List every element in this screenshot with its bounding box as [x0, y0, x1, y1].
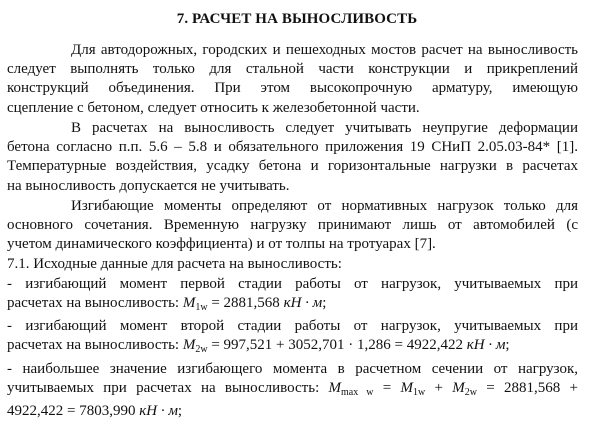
formula-variable: M: [400, 380, 413, 397]
formula-operator: +: [425, 380, 453, 397]
formula-label: расчетах на выносливость:: [7, 337, 183, 354]
formula-subscript: 2w: [464, 387, 477, 399]
formula-value: 4922,422 = 7803,990: [7, 403, 140, 420]
list-item-moment-stage-1: [7, 275, 578, 317]
formula-variable: M: [328, 380, 342, 397]
formula-unit: кН · м: [466, 337, 506, 354]
formula-value: = 2881,568 +: [476, 380, 578, 397]
formula-unit: кН · м: [283, 295, 323, 312]
paragraph-fatigue-scope: [7, 41, 578, 118]
formula-subscript: max w: [341, 387, 374, 399]
formula-tail: ;: [322, 295, 327, 312]
formula-subscript: 1w: [195, 302, 208, 314]
formula-operator: =: [373, 380, 401, 397]
formula-value: = 2881,568: [207, 295, 284, 312]
list-item-moment-stage-2: [7, 317, 578, 359]
text-line: учетом динамического коэффициента) и от толпы на тротуарах [7].: [7, 236, 436, 253]
formula-line: [7, 294, 578, 317]
paragraph-deformations: [7, 119, 578, 196]
text-line: основного сочетания. Временную нагрузку принимают лишь от автомобилей (с: [7, 217, 578, 234]
text-line: Температурные воздействия, усадку бетона и горизонтальные нагрузки в расчетах: [7, 158, 578, 175]
subsection-heading: [7, 255, 578, 274]
text-line: Изгибающие моменты определяют от нормативных нагрузок только для: [71, 198, 578, 214]
formula-subscript: 1w: [413, 387, 426, 399]
formula-variable: M: [452, 380, 465, 397]
formula-label: расчетах на выносливость:: [7, 295, 183, 312]
formula-tail: ;: [505, 337, 510, 354]
formula-variable: M: [182, 337, 196, 354]
text-line: конструкций объединения. При этом высокопрочную арматуру, имеющую: [7, 80, 578, 97]
formula-line: [7, 402, 578, 421]
text-line: бетона согласно п.п. 5.6 – 5.8 и обязательного приложения 19 СНиП 2.05.03-84* [1].: [7, 139, 578, 156]
text-line: - изгибающий момент первой стадии работы от нагрузок, учитываемых при: [7, 276, 578, 292]
text-line: В расчетах на выносливость следует учитывать неупругие деформации: [71, 120, 578, 136]
formula-value: = 997,521 + 3052,701 · 1,286 = 4922,422: [207, 337, 467, 354]
formula-variable: M: [182, 295, 196, 312]
formula-subscript: 2w: [195, 344, 208, 356]
list-item-max-moment: [7, 360, 578, 422]
paragraph-bending-moments: [7, 197, 578, 255]
text-line: следует выполнять только для стальной части конструкции и прикреплений: [7, 61, 578, 78]
subsection-heading-text: 7.1. Исходные данные для расчета на выносливость:: [7, 256, 342, 272]
formula-line: [7, 379, 578, 402]
formula-label: учитываемых при расчетах на выносливость:: [7, 380, 329, 397]
formula-tail: ;: [177, 403, 183, 420]
text-line: Для автодорожных, городских и пешеходных мостов расчет на выносливость: [71, 42, 578, 58]
text-line: - изгибающий момент второй стадии работы от нагрузок, учитываемых при: [7, 318, 578, 334]
text-line: на выносливость допускается не учитывать.: [7, 177, 290, 194]
text-line: сцепление с бетоном, следует относить к железобетонной части.: [7, 99, 420, 116]
formula-line: [7, 336, 578, 359]
section-title: 7. РАСЧЕТ НА ВЫНОСЛИВОСТЬ: [176, 11, 418, 27]
text-line: - наибольшее значение изгибающего момента в расчетном сечении от нагрузок,: [7, 361, 578, 377]
formula-unit: кН · м: [139, 403, 178, 420]
